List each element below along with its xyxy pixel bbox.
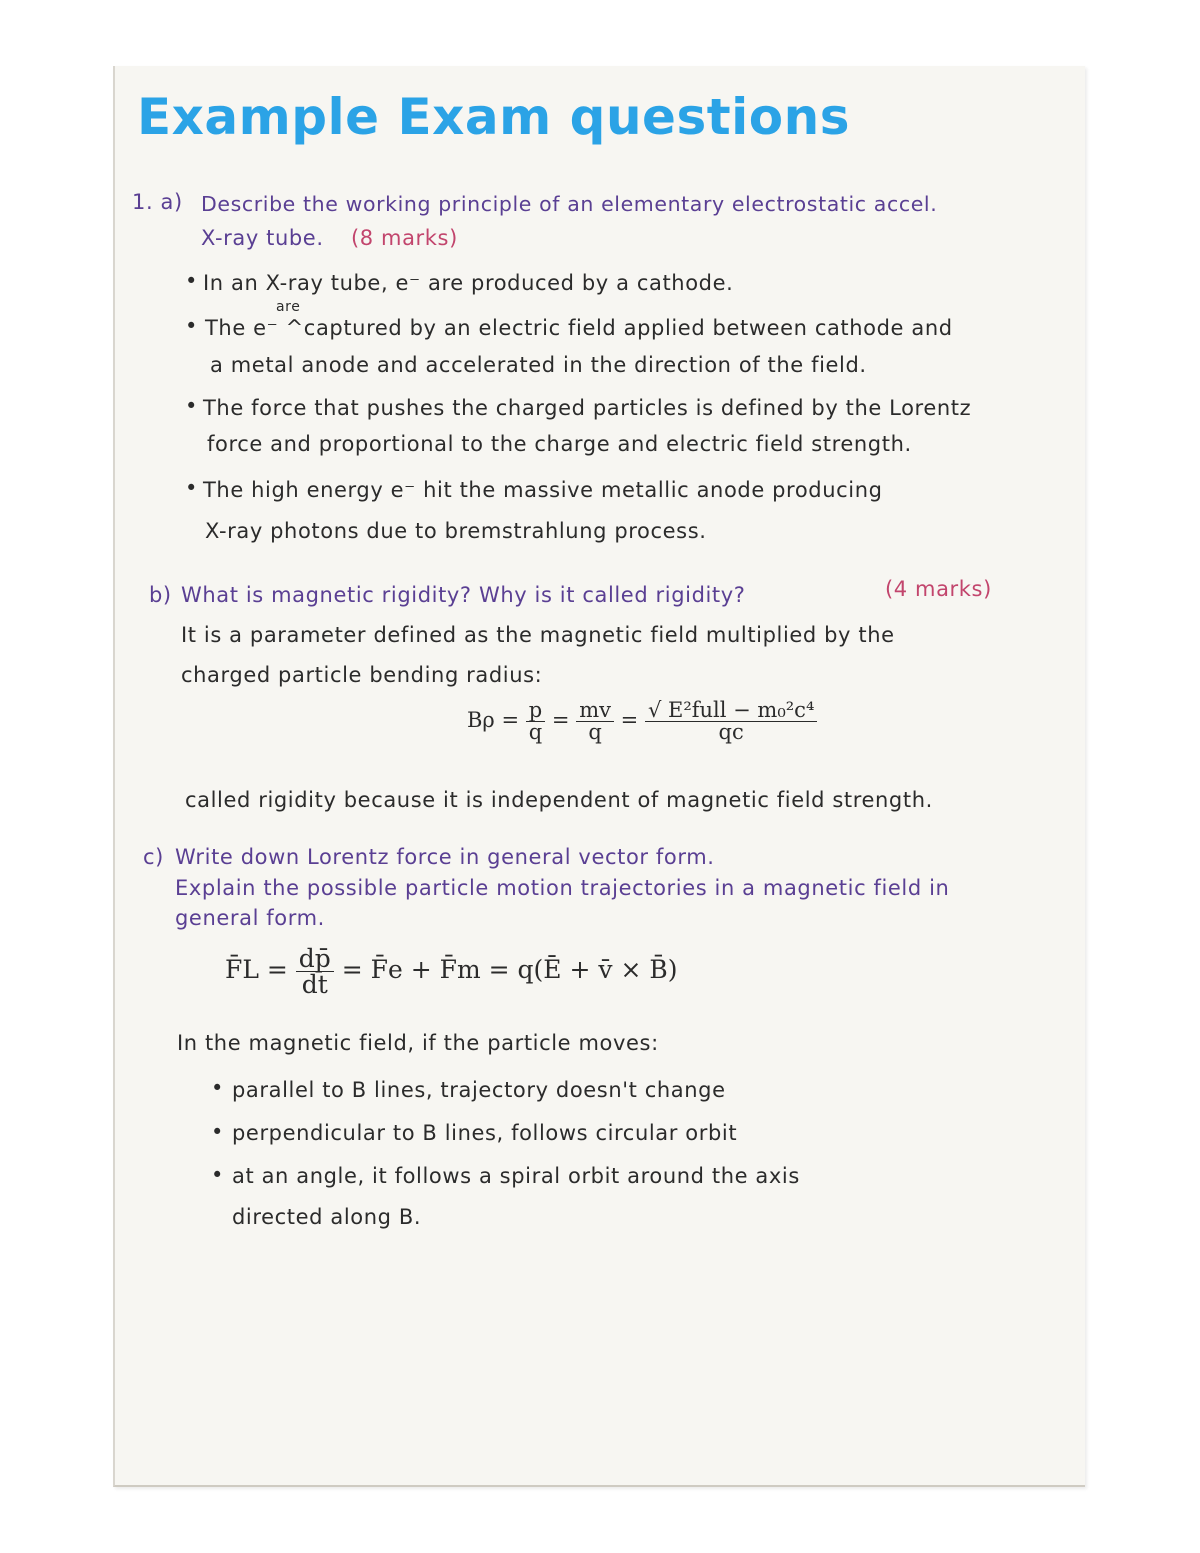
- lorentz-equation: [225, 946, 677, 997]
- answer-a-bullet-4-line2: X-ray photons due to bremstrahlung process.: [205, 519, 707, 543]
- lorentz-rhs: = F̄e + F̄m = q(Ē + v̄ × B̄): [341, 955, 678, 984]
- question-1c-label: c): [143, 845, 164, 869]
- answer-a-bullet-2-line1: The e⁻ ^captured by an electric field applied between cathode and: [205, 316, 953, 340]
- answer-b-line1: It is a parameter defined as the magnetic field multiplied by the: [181, 623, 895, 647]
- eq-frac1-den: q: [528, 720, 543, 744]
- answer-c-bullet-3-line1: at an angle, it follows a spiral orbit around the axis: [232, 1164, 800, 1188]
- bullet-dot: •: [211, 1163, 224, 1187]
- answer-a-bullet-2-line2: a metal anode and accelerated in the direction of the field.: [210, 353, 867, 377]
- eq-fraction-energy: [645, 700, 817, 743]
- question-1c-line1: Write down Lorentz force in general vector form.: [175, 845, 715, 869]
- question-1a-line2: X-ray tube.: [201, 226, 324, 250]
- bullet-dot: •: [185, 476, 198, 500]
- rigidity-equation: [467, 700, 817, 743]
- lorentz-num: dp̄: [296, 946, 334, 972]
- answer-c-intro: In the magnetic field, if the particle moves:: [177, 1031, 659, 1055]
- answer-c-bullet-2: perpendicular to B lines, follows circular orbit: [232, 1121, 738, 1145]
- answer-a-bullet-3-line1: The force that pushes the charged particles is defined by the Lorentz: [203, 396, 972, 420]
- question-1c-line2: Explain the possible particle motion trajectories in a magnetic field in: [175, 876, 950, 900]
- eq-frac3-num: √ E²full − m₀²c⁴: [645, 700, 817, 722]
- question-1b-label: b): [149, 583, 172, 607]
- answer-b-line3: called rigidity because it is independent of magnetic field strength.: [185, 788, 933, 812]
- question-1a-number: 1. a): [132, 190, 183, 214]
- eq-lhs: Bρ =: [467, 708, 520, 732]
- lorentz-lhs: F̄L =: [225, 955, 288, 984]
- bullet-dot: •: [211, 1120, 224, 1144]
- answer-b-line2: charged particle bending radius:: [181, 663, 543, 687]
- bullet-dot: •: [185, 394, 198, 418]
- answer-a-bullet-4-line1: The high energy e⁻ hit the massive metallic anode producing: [203, 478, 883, 502]
- eq-frac1-num: p: [526, 700, 545, 722]
- answer-a-insert-word: are: [276, 299, 301, 315]
- answer-a-bullet-3-line2: force and proportional to the charge and electric field strength.: [207, 432, 912, 456]
- answer-c-bullet-1: parallel to B lines, trajectory doesn't change: [232, 1078, 726, 1102]
- eq-equals: =: [620, 708, 639, 732]
- note-page: [113, 66, 1085, 1487]
- question-1b-text: What is magnetic rigidity? Why is it called rigidity?: [181, 583, 746, 607]
- lorentz-den: dt: [301, 970, 328, 999]
- bullet-dot: •: [185, 314, 198, 338]
- eq-fraction-p-over-q: [526, 700, 545, 743]
- bullet-dot: •: [185, 269, 198, 293]
- lorentz-fraction: [296, 946, 334, 997]
- question-1a-line1: Describe the working principle of an elementary electrostatic accel.: [201, 192, 938, 216]
- answer-c-bullet-3-line2: directed along B.: [232, 1205, 422, 1229]
- eq-equals: =: [551, 708, 570, 732]
- eq-frac3-den: qc: [718, 720, 744, 744]
- answer-a-bullet-1: In an X-ray tube, e⁻ are produced by a cathode.: [203, 271, 734, 295]
- page-title: Example Exam questions: [137, 88, 850, 146]
- eq-fraction-mv-over-q: [576, 700, 614, 743]
- question-1b-marks: (4 marks): [885, 577, 992, 601]
- eq-frac2-num: mv: [576, 700, 614, 722]
- question-1c-line3: general form.: [175, 906, 325, 930]
- question-1a-marks: (8 marks): [351, 226, 458, 250]
- bullet-dot: •: [211, 1076, 224, 1100]
- eq-frac2-den: q: [588, 720, 602, 744]
